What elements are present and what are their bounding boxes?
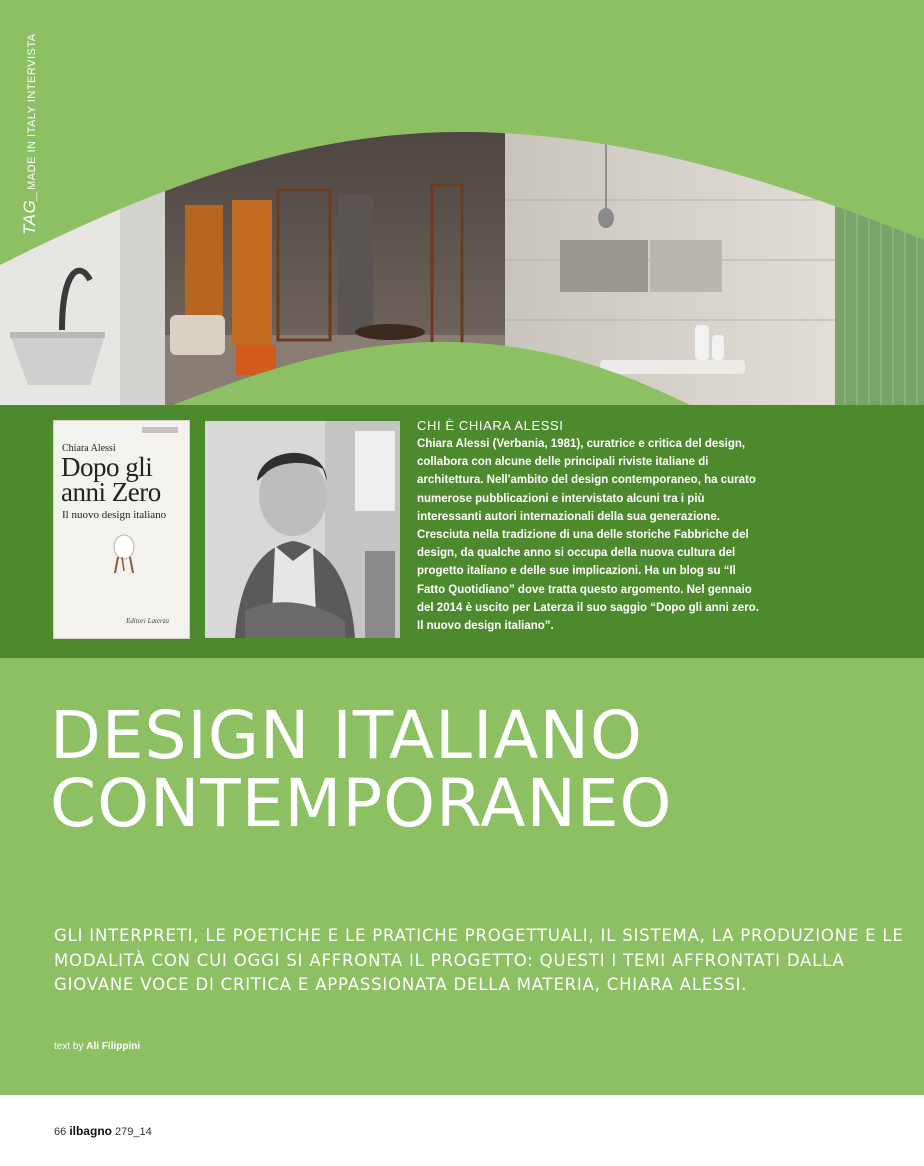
interior-photo-strip: [0, 120, 924, 410]
headline-line-2: CONTEMPORANEO: [50, 765, 673, 842]
byline-prefix: text by: [54, 1041, 84, 1052]
book-subtitle: Il nuovo design italiano: [62, 509, 167, 521]
book-publisher: Editori Laterza: [126, 617, 169, 625]
byline: [54, 1041, 140, 1052]
chair-illustration: [112, 533, 136, 573]
bio-title: CHI È CHIARA ALESSI: [417, 418, 564, 433]
portrait-photo: [205, 421, 400, 638]
tag-section: MADE IN ITALY INTERVISTA: [26, 33, 38, 190]
byline-author: Ali Filippini: [86, 1041, 141, 1052]
headline: [50, 697, 910, 842]
book-title: Dopo gli anni Zero: [61, 452, 161, 507]
standfirst: GLI INTERPRETI, LE POETICHE E LE PRATICHE PROGETTUALI, IL SISTEMA, LA PRODUZIONE E LE MODALITÀ CON CUI OGGI SI AFFRONTA IL PROGETTO: QUESTI I TEMI AFFRONTATI DALLA GIOVANE VOCE DI CRITICA E APPASSIONATA DELLA MATERIA, CHIARA ALESSI.: [54, 926, 904, 994]
folio: [54, 1124, 152, 1138]
book-series-label: [142, 427, 178, 433]
book-cover: [54, 421, 189, 638]
section-tag: [20, 33, 40, 235]
book-author: Chiara Alessi: [62, 443, 116, 454]
bio-text: Chiara Alessi (Verbania, 1981), curatrice e critica del design, collabora con alcune delle principali riviste italiane di architettura. Nell'ambito del design contemporaneo, ha curato numerose pubblicazioni e intervistato alcuni tra i più interessanti autori internazionali della sua generazione. Cresciuta nella tradizione di una delle storiche Fabbriche del design, da qualche anno si occupa della nuova cultura del progetto italiano e delle sue implicazioni. Ha un blog su “Il Fatto Quotidiano” dove tratta questo argomento. Nel gennaio del 2014 è uscito per Laterza il suo saggio “Dopo gli anni zero. Il nuovo design italiano”.: [417, 438, 759, 633]
issue-number: 279_14: [115, 1126, 152, 1138]
tag-brand: TAG_: [20, 189, 39, 235]
headline-line-1: DESIGN ITALIANO: [50, 697, 643, 774]
author-bio: [417, 418, 762, 635]
magazine-brand: ilbagno: [69, 1124, 112, 1138]
page-number: 66: [54, 1126, 67, 1138]
